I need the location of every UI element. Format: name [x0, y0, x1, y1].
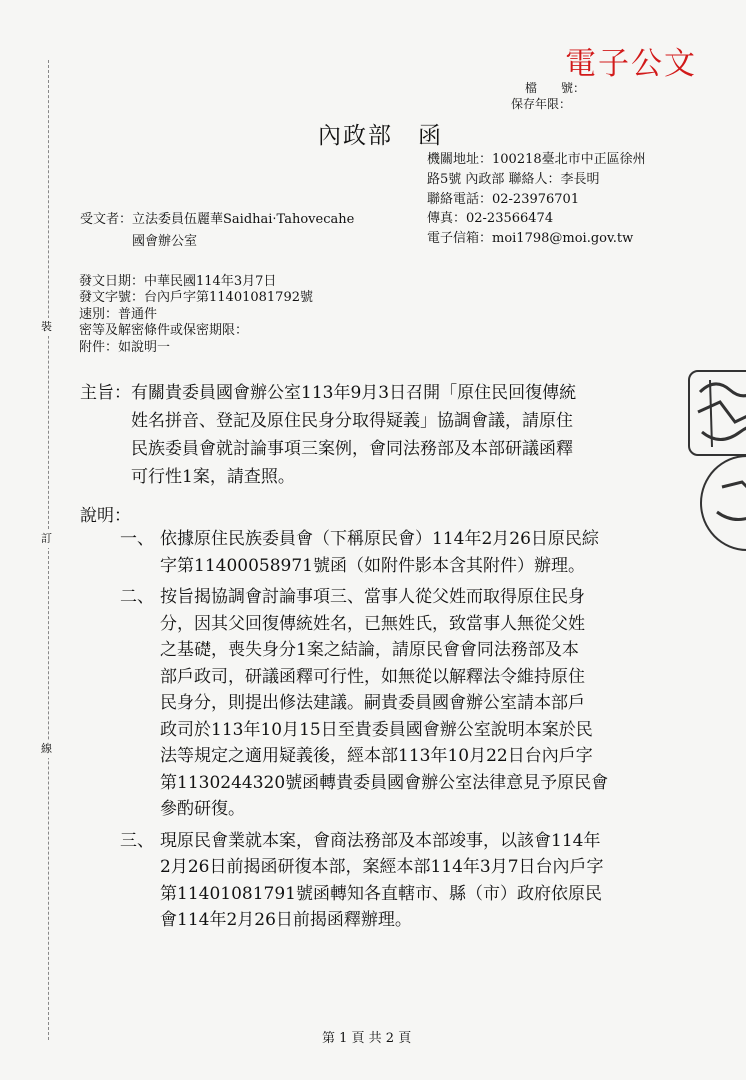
page-footer: 第 1 頁 共 2 頁: [322, 1031, 412, 1046]
explanation-items: [120, 526, 608, 934]
explanation-item: [120, 828, 608, 934]
electronic-document-stamp: 電子公文: [565, 46, 697, 82]
issue-metadata: 發文日期：中華民國114年3月7日 發文字號：台內戶字第11401081792號 速別：普通件 密等及解密條件或保密期限： 附件：如說明一: [79, 274, 313, 355]
item-number: 一、: [120, 529, 154, 549]
subject-paragraph: 主旨：有關貴委員國會辦公室113年9月3日召開「原住民回復傳統 姓名拼音、登記及原住民身分取得疑義」協調會議，請原住 民族委員會就討論事項三案例，會同法務部及本部研議函釋 可行性1案，請查照。: [80, 383, 577, 487]
explanation-label: 說明：: [80, 506, 131, 526]
item-text: 按旨揭協調會討論事項三、當事人從父姓而取得原住民身 分，因其父回復傳統姓名，已無姓氏，致當事人無從父姓 之基礎，喪失身分1案之結論，請原民會會同法務部及本 部戶政司，研議函釋可行性，如無從以解釋法令維持原住 民身分，則提出修法建議。嗣貴委員國會辦公室請本部戶 政司於113年10月15日至貴委員國會辦公室說明本案於民 法等規定之適用疑義後，經本部113年10月22日台內戶字 第1130244320號函轉貴委員國會辦公室法律意見予原民會 參酌研復。: [160, 587, 609, 819]
item-text: 現原民會業就本案，會商法務部及本部竣事，以該會114年 2月26日前揭函研復本部，案經本部114年3月7日台內戶字 第11401081791號函轉知各直轄市、縣（市）政府依原民 會114年2月26日前揭函釋辦理。: [160, 830, 604, 930]
official-seal-stamp: [688, 370, 746, 456]
retention-period-label: 保存年限：: [511, 97, 572, 111]
agency-contact-info: 機關地址：100218臺北市中正區徐州 路5號 內政部 聯絡人：李長明 聯絡電話：02-23976701 傳真：02-23566474 電子信箱：moi1798@moi.gov.tw: [427, 152, 646, 247]
item-text: 依據原住民族委員會（下稱原民會）114年2月26日原民綜 字第11400058971號函（如附件影本含其附件）辦理。: [160, 529, 599, 576]
explanation-item: [120, 526, 608, 579]
round-seal-stamp: [700, 455, 746, 551]
binding-char-xian: 線: [41, 740, 52, 758]
recipient: 受文者：立法委員伍麗華Saidhai‧Tahovecahe 國會辦公室: [80, 212, 355, 249]
binding-char-ding: 訂: [41, 530, 52, 548]
file-number-label: 檔 號：: [525, 81, 586, 95]
explanation-item: [120, 584, 608, 823]
document-title: 內政部 函: [318, 123, 443, 149]
binding-margin-line: [48, 60, 49, 1040]
binding-char-zhuang: 裝: [41, 318, 52, 336]
item-number: 三、: [120, 830, 154, 851]
item-number: 二、: [120, 587, 154, 607]
